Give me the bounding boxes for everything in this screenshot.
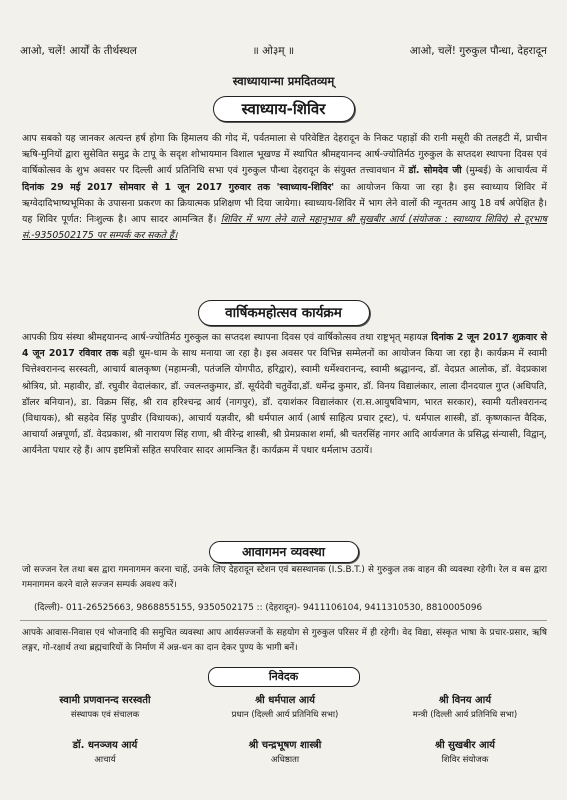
signatory-1 — [30, 692, 180, 720]
signatory-name: डॉ. धनञ्जय आर्य — [72, 740, 138, 751]
signatory-4 — [30, 737, 180, 765]
appeal-paragraph: आपके आवास-निवास एवं भोजनादि की समुचित व्यवस्था आप आर्यसज्जनों के सहयोग से गुरुकुल परिसर में ही रहेगी। वेद विद्या, संस्कृत भाषा के प्रचार-प्रसार, ऋषि लङ्गर, गो-रक्षार्थ तथा ब्रह्मचारियों के निर्माण में अन्न-धन का दान देकर पुण्य के भागी बनें। — [22, 628, 547, 653]
signatory-5 — [210, 737, 360, 765]
signatory-3 — [380, 692, 550, 720]
shivir-contact-note: शिविर में भाग लेने वाले महानुभाव श्री सुखबीर आर्य (संयोजक : स्वाध्याय शिविर) से दूरभाष सं.-9350502175 पर सम्पर्क कर सकते हैं। — [22, 214, 548, 242]
nivedak-title: निवेदक — [208, 667, 360, 687]
header-left: आओ, चलें! आर्यों के तीर्थस्थल — [20, 45, 137, 57]
utsav-text-c: बड़ी धूम-धाम के साथ मनाया जा रहा है। इस अवसर पर विभिन्न सम्मेलनों का आयोजन किया जा रहा है। कार्यक्रम में स्वामी चित्तेश्वरानन्द सरस्वती, आचार्य बालकृष्ण (महामन्त्री, पतंजलि योगपीठ, हरिद्वार), स्वामी धर्मेश्वरानन्द, स्वामी श्रद्धानन्द, डॉ. वेदप्रत आलोक, डॉ. वेदप्रकाश श्रोत्रिय, प्रो. महावीर, डॉ. रघुवीर वेदालंकार, डॉ. ज्वलन्तकुमार, डॉ. सूर्यदेवी चतुर्वेदा,डॉ. धर्मेन्द्र कुमार, डॉ. विनय विद्यालंकार, लाला दीनदयाल गुप्त (अधिपति, डॉलर बनियान), डा. विक्रम सिंह, श्री राव हरिश्चन्द्र आर्य (नागपुर), डॉ. दयाशंकर विद्यालंकार (रा.स.आयुषविभाग, भारत सरकार), स्वामी यतीश्वरानन्द (विधायक), श्री सहदेव सिंह पुण्डीर (विधायक), आचार्य यज्ञवीर, श्री धर्मपाल आर्य (आर्ष साहित्य प्रचार ट्रस्ट), पं. धर्मपाल शास्त्री, डॉ. कृष्णकान्त वैदिक, आचार्या अन्नपूर्णा, डॉ. वेदप्रकाश, श्री नारायण सिंह राणा, श्री वीरेन्द्र शास्त्री, श्री प्रेमप्रकाश शर्मा, श्री चतरसिंह नागर आदि आर्यजगत के प्रसिद्ध संन्यासी, विद्वान्, आर्यनेता पधार रहे हैं। आप इष्टमित्रों सहित सपरिवार सादर आमन्त्रित हैं। कार्यक्रम में पधार धर्मलाभ उठायें। — [22, 348, 547, 457]
signatory-6 — [380, 737, 550, 765]
signatory-name: श्री विनय आर्य — [438, 695, 492, 706]
travel-title: आवागमन व्यवस्था — [209, 541, 359, 563]
shivir-text-c: (मुम्बई) के आचार्यत्व में — [461, 165, 547, 177]
signatory-role: शिविर संयोजक — [441, 755, 489, 765]
signatory-name: स्वामी प्रणवानन्द सरस्वती — [59, 695, 151, 706]
signatory-role: आचार्य — [94, 755, 116, 765]
signatory-name: श्री चन्द्रभूषण शास्त्री — [248, 740, 322, 751]
signatory-name: श्री धर्मपाल आर्य — [255, 695, 315, 706]
signatory-role: मन्त्री (दिल्ली आर्य प्रतिनिधि सभा) — [412, 710, 518, 720]
utsav-dates: दिनांक 2 जून 2017 शुक्रवार से 4 जून 2017 रविवार तक — [22, 332, 548, 360]
shivir-text-e: का आयोजन किया जा रहा है। इस स्वाध्याय शिविर में ऋग्वेदादिभाष्यभूमिका के उपासना प्रकरण का क्रियात्मक प्रशिक्षण भी दिया जायेगा। स्वाध्याय-शिविर में भाग लेने वालों की न्यूनतम आयु 18 वर्ष अपेक्षित है। यह शिविर पूर्णत: निःशुल्क है। आप सादर आमन्त्रित हैं। — [22, 181, 547, 226]
travel-paragraph: जो सज्जन रेल तथा बस द्वारा गमनागमन करना चाहें, उनके लिए देहरादून स्टेशन एवं बसस्थानक (I.S.B.T.) से गुरुकुल तक वाहन की व्यवस्था रहेगी। रेल व बस द्वारा गमनागमन करने वाले सज्जन सम्पर्क अवश्य करें। — [22, 565, 547, 590]
shivir-title: स्वाध्याय-शिविर — [213, 96, 355, 122]
shivir-paragraph — [22, 131, 547, 244]
header-center: ॥ ओ३म् ॥ — [252, 45, 295, 57]
shivir-dates: दिनांक 29 मई 2017 सोमवार से 1 जून 2017 गुरुवार तक 'स्वाध्याय-शिविर' — [22, 181, 335, 193]
travel-contact: (दिल्ली)- 011-26525663, 9868855155, 9350502175 :: (देहरादून)- 9411106104, 9411310530, 8810005096 — [34, 603, 483, 613]
utsav-paragraph — [22, 330, 547, 460]
acharya-name: डॉ. सोमदेव जी — [408, 165, 462, 177]
signatory-role: प्रधान (दिल्ली आर्य प्रतिनिधि सभा) — [231, 710, 339, 720]
motto: स्वाध्यायान्मा प्रमदितव्यम् — [232, 74, 335, 88]
header-right: आओ, चलें! गुरुकुल पौन्धा, देहरादून — [409, 45, 547, 57]
shivir-text-a: आप सबको यह जानकर अत्यन्त हर्ष होगा कि हिमालय की गोद में, पर्वतमाला से परिवेष्टित देहरादून के निकट पहाड़ों की रानी मसूरी की तलहटी में, प्राचीन ऋषि-मुनियों द्वारा सुसेवित समुद्र के टापू के सदृश शोभायमान विशाल भूखण्ड में स्थापित श्रीमद्दयानन्द आर्ष-ज्योतिर्मठ गुरुकुल के सप्तदश स्थापना दिवस एवं वार्षिकोत्सव के शुभ अवसर पर दिल्ली आर्य प्रतिनिधि सभा एवं गुरुकुल पौन्धा देहरादून के संयुक्त तत्त्वावधान में — [22, 133, 547, 177]
header-row — [20, 44, 547, 58]
utsav-text-a: आपकी प्रिय संस्था श्रीमद्दयानन्द आर्ष-ज्योतिर्मठ गुरुकुल का सप्तदश स्थापना दिवस एवं वार्षिकोत्सव तथा राष्ट्रभृत् महायज्ञ — [22, 332, 432, 343]
utsav-title: वार्षिकमहोत्सव कार्यक्रम — [198, 300, 370, 326]
signatory-name: श्री सुखबीर आर्य — [435, 740, 495, 751]
signatory-2 — [210, 692, 360, 720]
signatory-role: संस्थापक एवं संचालक — [70, 710, 140, 720]
divider — [20, 620, 547, 621]
signatory-role: अधिष्ठाता — [270, 755, 300, 765]
